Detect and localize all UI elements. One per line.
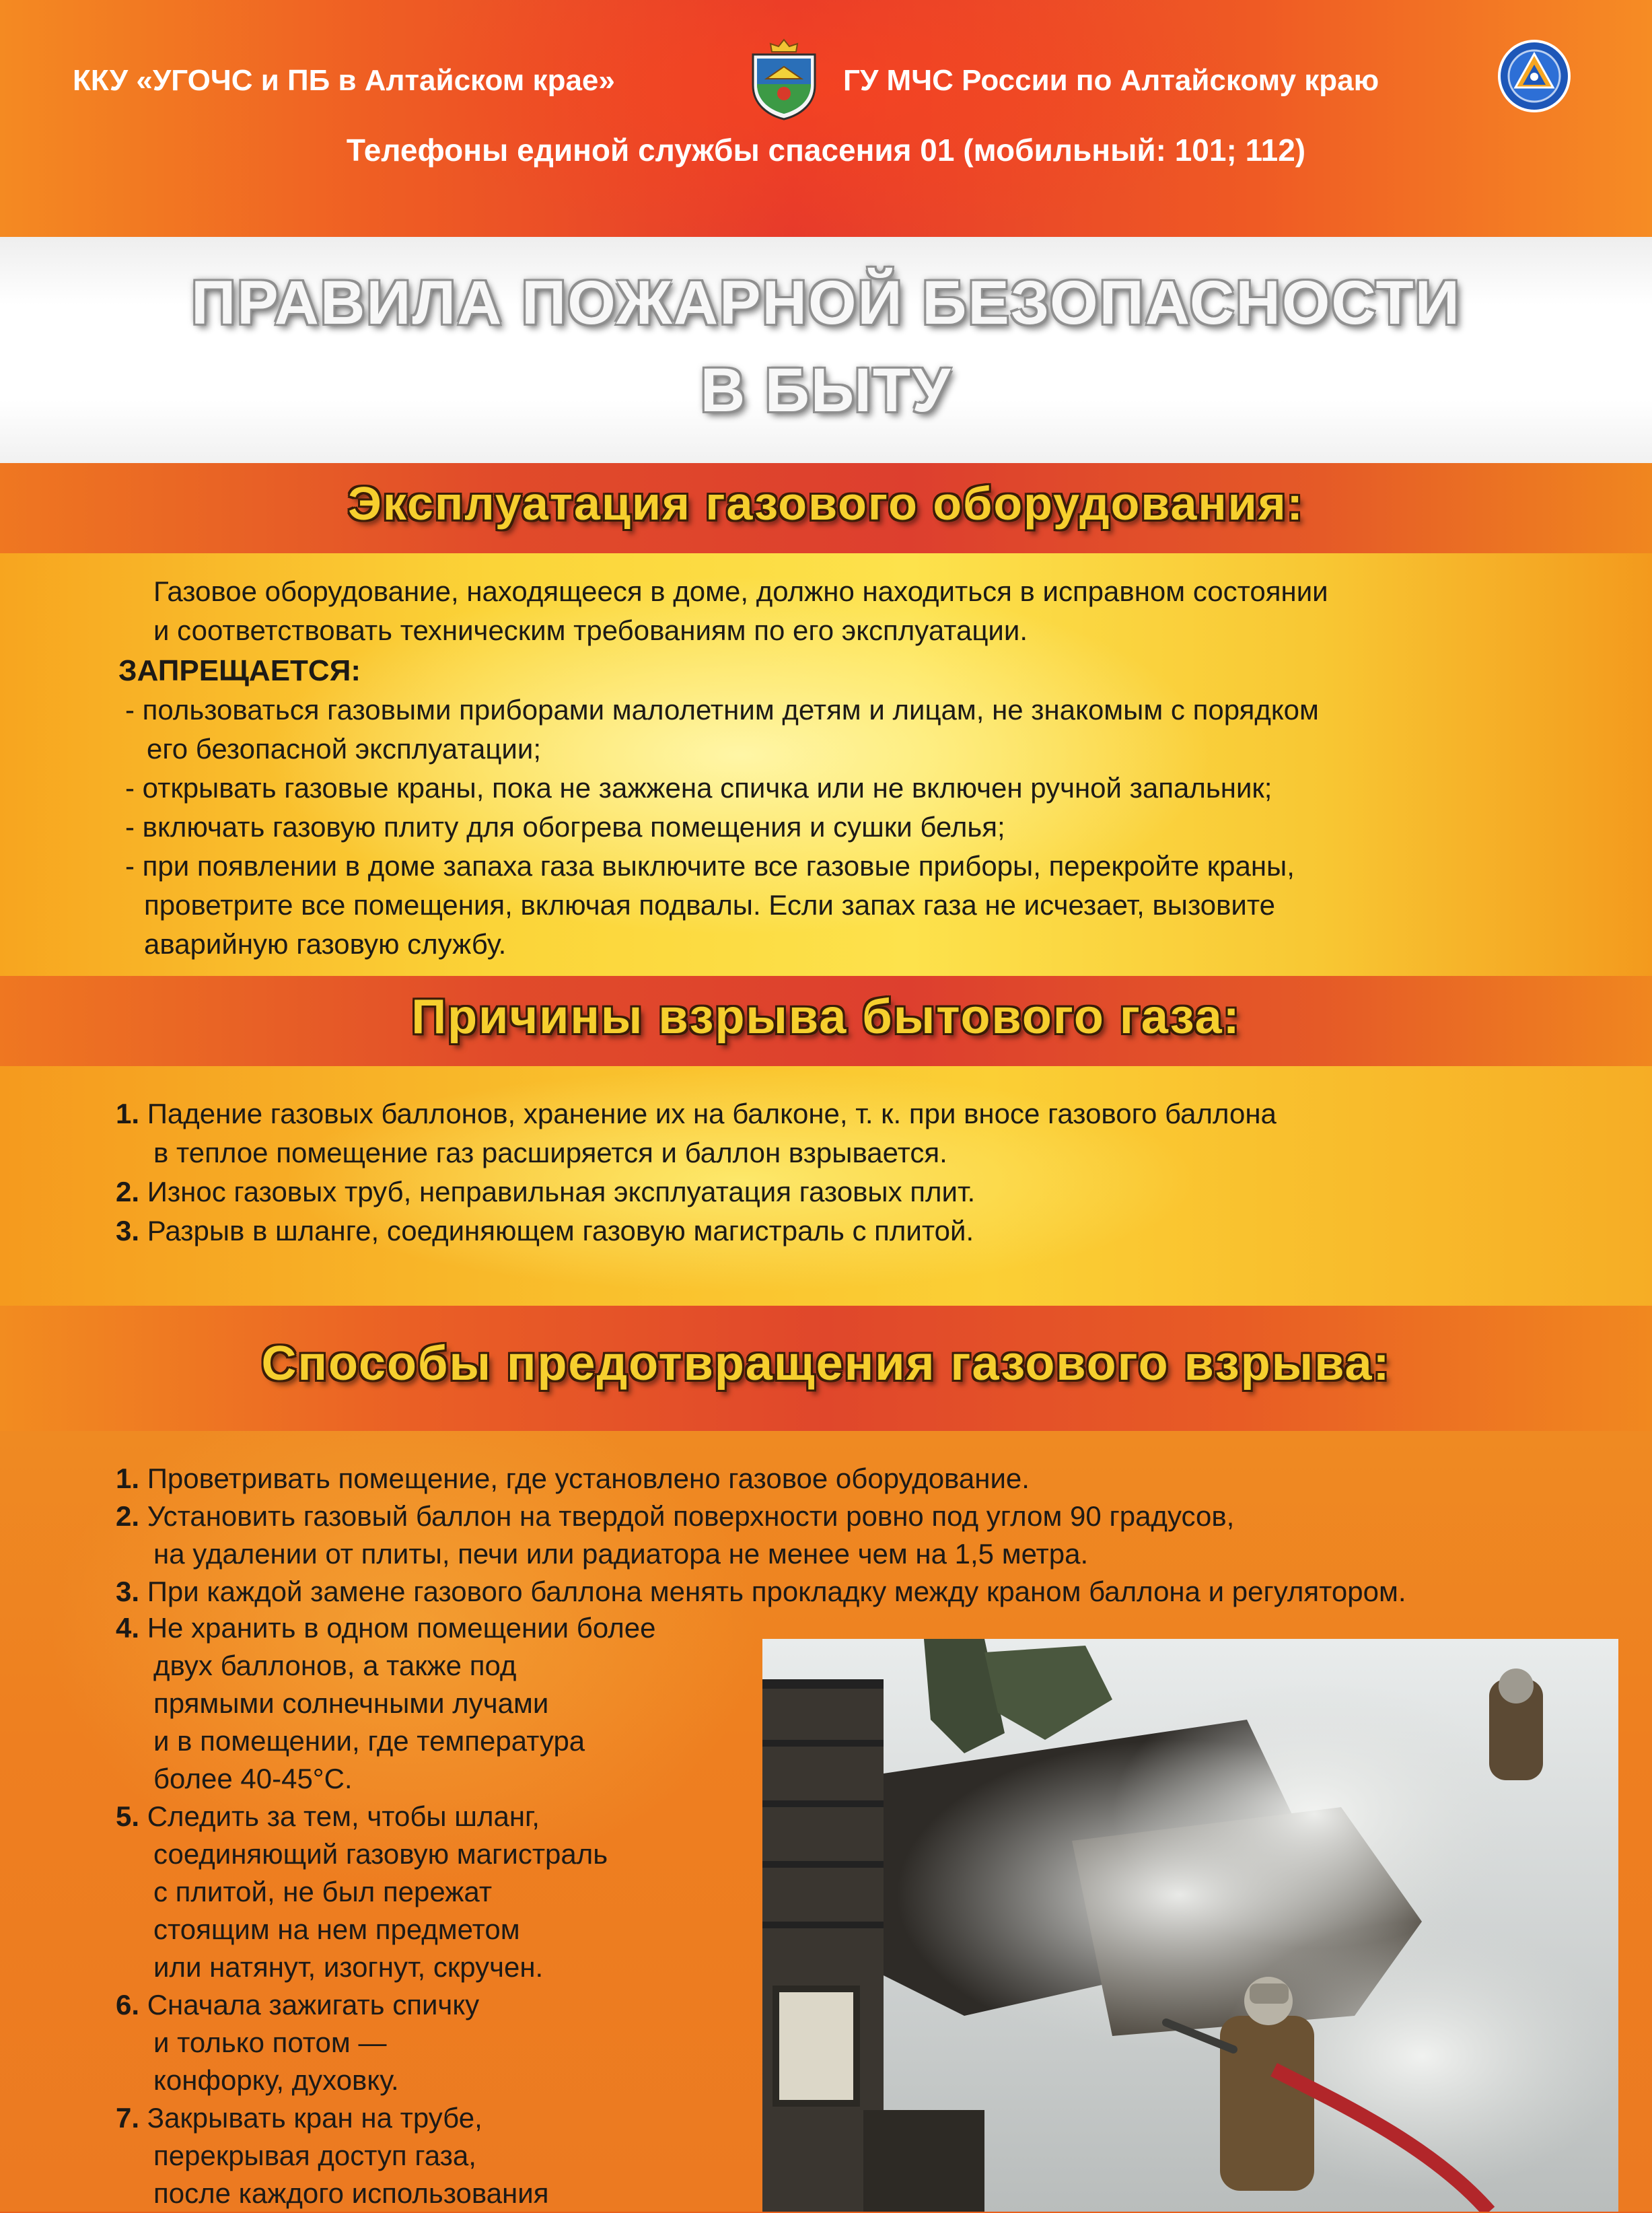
mchs-russia-emblem-icon bbox=[1497, 39, 1571, 113]
cause-item bbox=[116, 1211, 974, 1251]
rescue-phones: Телефоны единой службы спасения 01 (мобильный: 101; 112) bbox=[346, 133, 1306, 168]
prevention-continuation: после каждого использования bbox=[153, 2177, 549, 2209]
cause-item bbox=[116, 1094, 1277, 1133]
cause-number: 1. bbox=[116, 1098, 140, 1129]
org-right-name: ГУ МЧС России по Алтайскому краю bbox=[843, 64, 1379, 97]
prevention-item bbox=[116, 1797, 540, 1836]
prevention-text: Не хранить в одном помещении более bbox=[147, 1612, 656, 1644]
prevention-text: Проветривать помещение, где установлено газовое оборудование. bbox=[147, 1463, 1030, 1494]
section-heading-prevention: Способы предотвращения газового взрыва: bbox=[261, 1337, 1391, 1391]
prevention-text: Закрывать кран на трубе, bbox=[147, 2102, 482, 2134]
prevention-continuation: с плитой, не был пережат bbox=[153, 1876, 493, 1907]
forbidden-item: его безопасной эксплуатации; bbox=[147, 733, 541, 765]
prevention-number: 1. bbox=[116, 1463, 140, 1494]
forbidden-item: аварийную газовую службу. bbox=[144, 928, 507, 960]
forbidden-item: проветрите все помещения, включая подвалы. Если запах газа не исчезает, вызовите bbox=[144, 889, 1276, 921]
header-band bbox=[0, 0, 1652, 237]
section-heading-explosion-causes: Причины взрыва бытового газа: bbox=[411, 990, 1241, 1044]
cause-text: Разрыв в шланге, соединяющем газовую магистраль с плитой. bbox=[147, 1215, 974, 1246]
cause-number: 2. bbox=[116, 1176, 140, 1207]
prevention-item bbox=[116, 1497, 1234, 1536]
altai-krai-coat-of-arms-icon bbox=[744, 37, 824, 121]
prevention-continuation: и только потом — bbox=[153, 2027, 387, 2058]
cause-item bbox=[116, 1172, 975, 1211]
forbidden-item: - при появлении в доме запаха газа выключите все газовые приборы, перекройте краны, bbox=[125, 850, 1295, 882]
prevention-number: 6. bbox=[116, 1989, 140, 2021]
prevention-continuation: соединяющий газовую магистраль bbox=[153, 1838, 608, 1870]
prevention-text: При каждой замене газового баллона менять прокладку между краном баллона и регулятором. bbox=[147, 1576, 1406, 1607]
prevention-item bbox=[116, 2099, 482, 2138]
forbidden-item: - пользоваться газовыми приборами малолетним детям и лицам, не знакомым с порядком bbox=[125, 694, 1319, 726]
prevention-text: Установить газовый баллон на твердой поверхности ровно под углом 90 градусов, bbox=[147, 1500, 1235, 1532]
prevention-continuation: более 40-45°С. bbox=[153, 1763, 353, 1794]
prevention-continuation: на удалении от плиты, печи или радиатора не менее чем на 1,5 метра. bbox=[153, 1538, 1089, 1570]
prevention-continuation: или натянут, изогнут, скручен. bbox=[153, 1951, 544, 1983]
prevention-text: Сначала зажигать спичку bbox=[147, 1989, 480, 2021]
prevention-continuation: двух баллонов, а также под bbox=[153, 1650, 517, 1681]
prevention-continuation: прямыми солнечными лучами bbox=[153, 1687, 549, 1719]
forbidden-label: ЗАПРЕЩАЕТСЯ: bbox=[118, 654, 361, 687]
prevention-item bbox=[116, 1459, 1030, 1498]
forbidden-item: - включать газовую плиту для обогрева помещения и сушки белья; bbox=[125, 811, 1005, 843]
prevention-continuation: стоящим на нем предметом bbox=[153, 1913, 520, 1945]
forbidden-item: - открывать газовые краны, пока не зажжена спичка или не включен ручной запальник; bbox=[125, 772, 1272, 804]
prevention-number: 4. bbox=[116, 1612, 140, 1644]
page-title-line-2: В БЫТУ bbox=[700, 356, 952, 425]
intro-line: и соответствовать техническим требованиям по его эксплуатации. bbox=[153, 614, 1028, 646]
prevention-number: 2. bbox=[116, 1500, 140, 1532]
section-explosion-causes bbox=[0, 1066, 1652, 1306]
intro-line: Газовое оборудование, находящееся в доме, должно находиться в исправном состоянии bbox=[153, 575, 1328, 607]
prevention-continuation: перекрывая доступ газа, bbox=[153, 2140, 476, 2171]
prevention-number: 3. bbox=[116, 1576, 140, 1607]
prevention-number: 7. bbox=[116, 2102, 140, 2134]
prevention-text: Следить за тем, чтобы шланг, bbox=[147, 1800, 540, 1832]
prevention-item bbox=[116, 1572, 1406, 1611]
cause-number: 3. bbox=[116, 1215, 140, 1246]
prevention-continuation: и в помещении, где температура bbox=[153, 1725, 585, 1757]
prevention-item bbox=[116, 1986, 479, 2025]
page-title-line-1: ПРАВИЛА ПОЖАРНОЙ БЕЗОПАСНОСТИ bbox=[191, 269, 1461, 337]
section-gas-operation bbox=[0, 553, 1652, 976]
prevention-item bbox=[116, 1609, 656, 1648]
section-heading-gas-operation: Эксплуатация газового оборудования: bbox=[348, 477, 1304, 530]
cause-item-continuation: в теплое помещение газ расширяется и баллон взрывается. bbox=[153, 1137, 947, 1168]
prevention-number: 5. bbox=[116, 1800, 140, 1832]
prevention-continuation: конфорку, духовку. bbox=[153, 2064, 399, 2096]
cause-text: Износ газовых труб, неправильная эксплуатация газовых плит. bbox=[147, 1176, 976, 1207]
org-left-name: ККУ «УГОЧС и ПБ в Алтайском крае» bbox=[73, 64, 615, 97]
firefighter-photo-icon bbox=[762, 1639, 1618, 2212]
cause-text: Падение газовых баллонов, хранение их на балконе, т. к. при вносе газового баллона bbox=[147, 1098, 1277, 1129]
